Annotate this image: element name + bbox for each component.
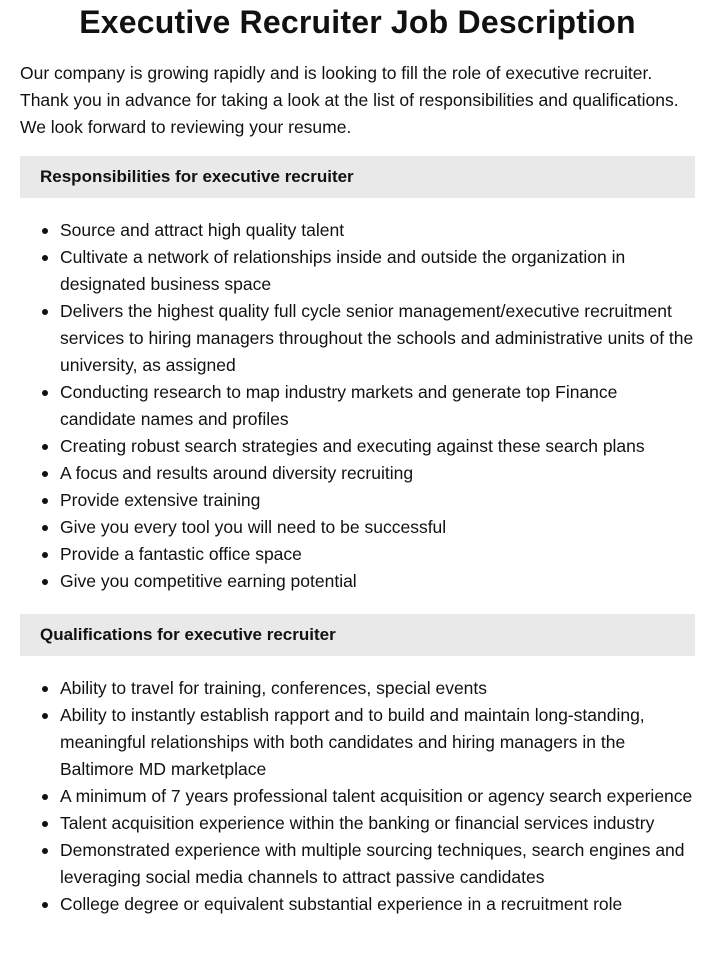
qualifications-list [20,675,695,918]
list-item-text: Provide extensive training [60,490,261,510]
list-item-text: Delivers the highest quality full cycle senior management/executive recruitment services to hiring managers throughout the schools and administrative units of the university, as assigned [60,301,694,375]
list-item [20,460,695,487]
list-item-text: A focus and results around diversity recruiting [60,463,414,483]
page-title: Executive Recruiter Job Description [79,4,636,40]
list-item-text: Source and attract high quality talent [60,220,345,240]
list-item [20,298,695,379]
bullet-icon [42,255,48,261]
list-item [20,891,695,918]
list-item-text: A minimum of 7 years professional talent acquisition or agency search experience [60,786,693,806]
list-item [20,675,695,702]
list-item-text: Conducting research to map industry markets and generate top Finance candidate names and profiles [60,382,618,429]
list-item-text: Ability to instantly establish rapport and to build and maintain long-standing, meaningful relationships with both candidates and hiring managers in the Baltimore MD marketplace [60,705,645,779]
bullet-icon [42,471,48,477]
bullet-icon [42,228,48,234]
list-item-text: Provide a fantastic office space [60,544,302,564]
list-item-text: Ability to travel for training, conferences, special events [60,678,488,698]
list-item [20,783,695,810]
list-item-text: Talent acquisition experience within the banking or financial services industry [60,813,655,833]
intro-paragraph: Our company is growing rapidly and is looking to fill the role of executive recruiter. Thank you in advance for taking a look at the list of responsibilities and qualifications. We look forward to reviewing your resume. [20,63,679,137]
list-item [20,487,695,514]
list-item-text: College degree or equivalent substantial experience in a recruitment role [60,894,623,914]
bullet-icon [42,848,48,854]
list-item-text: Demonstrated experience with multiple sourcing techniques, search engines and leveraging social media channels to attract passive candidates [60,840,685,887]
qualifications-heading: Qualifications for executive recruiter [20,614,695,656]
bullet-icon [42,552,48,558]
responsibilities-list [20,217,695,595]
list-item-text: Give you every tool you will need to be successful [60,517,447,537]
list-item [20,810,695,837]
bullet-icon [42,498,48,504]
bullet-icon [42,579,48,585]
list-item-text: Cultivate a network of relationships inside and outside the organization in designated business space [60,247,626,294]
list-item [20,837,695,891]
bullet-icon [42,794,48,800]
list-item [20,379,695,433]
bullet-icon [42,525,48,531]
bullet-icon [42,390,48,396]
list-item [20,433,695,460]
list-item [20,244,695,298]
list-item-text: Creating robust search strategies and executing against these search plans [60,436,645,456]
list-item [20,568,695,595]
list-item [20,541,695,568]
bullet-icon [42,713,48,719]
bullet-icon [42,309,48,315]
bullet-icon [42,444,48,450]
bullet-icon [42,902,48,908]
bullet-icon [42,821,48,827]
list-item [20,702,695,783]
bullet-icon [42,686,48,692]
list-item [20,514,695,541]
list-item [20,217,695,244]
responsibilities-heading: Responsibilities for executive recruiter [20,156,695,198]
list-item-text: Give you competitive earning potential [60,571,357,591]
